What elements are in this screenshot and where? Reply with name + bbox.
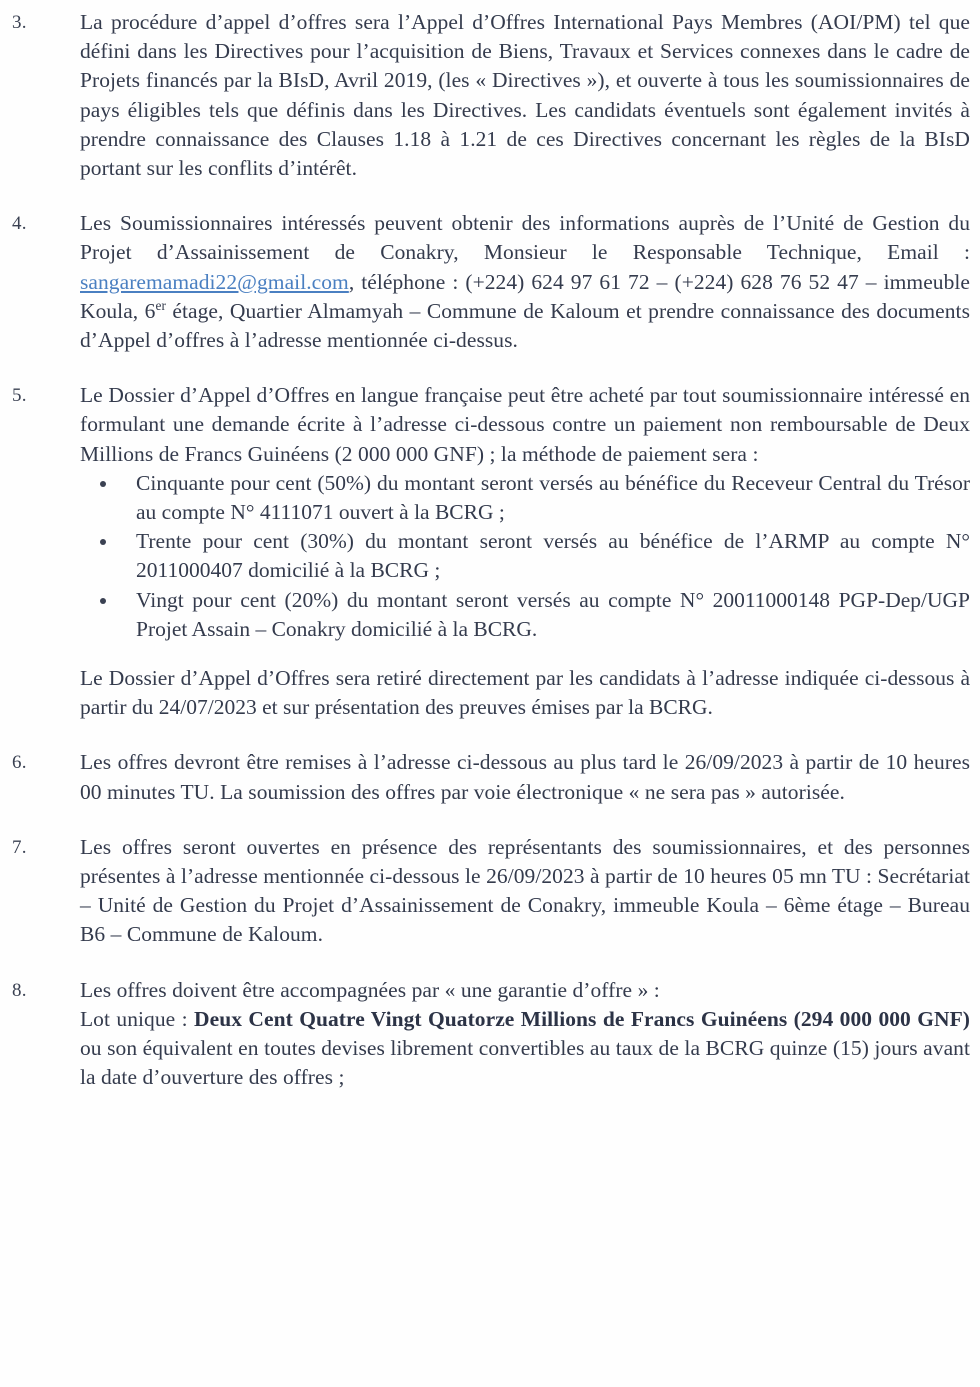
clause-8-number: 8.	[12, 979, 27, 1001]
clause-6-number: 6.	[12, 752, 27, 774]
clause-5-continuation: Le Dossier d’Appel d’Offres sera retiré directement par les candidats à l’adresse indiquée ci-dessous à partir du 24/07/2023 et sur présentation des preuves émises par la BCRG.	[80, 666, 970, 720]
list-item-text: Vingt pour cent (20%) du montant seront versés au compte N° 20011000148 PGP-Dep/UGP Projet Assain – Conakry domicilié à la BCRG.	[136, 587, 970, 641]
clause-4-text-after-email-2: étage, Quartier Almamyah – Commune de Kaloum et prendre connaissance des documents d’Appel d’offres à l’adresse mentionnée ci-dessus.	[80, 298, 970, 353]
clause-5-text: Le Dossier d’Appel d’Offres en langue française peut être acheté par tout soumissionnaire intéressé en formulant une demande écrite à l’adresse ci-dessous contre un paiement non remboursable de Deux Millions de Francs Guinéens (2 000 000 GNF) ; la méthode de paiement sera :	[80, 383, 970, 466]
clause-4-number: 4.	[12, 213, 27, 235]
clause-4	[0, 209, 980, 355]
bullet-dot-icon	[100, 481, 106, 487]
clause-5-payment-list	[80, 469, 970, 644]
list-item	[80, 586, 970, 644]
ordinal-suffix: er	[155, 297, 166, 313]
bullet-dot-icon	[100, 539, 106, 545]
clause-4-text-before-email: Les Soumissionnaires intéressés peuvent obtenir des informations auprès de l’Unité de Gestion du Projet d’Assainissement de Conakry, Monsieur le Responsable Technique, Email :	[80, 211, 970, 265]
bullet-dot-icon	[100, 598, 106, 604]
list-item-text: Cinquante pour cent (50%) du montant seront versés au bénéfice du Receveur Central du Trésor au compte N° 4111071 ouvert à la BCRG ;	[136, 470, 970, 525]
clause-7	[0, 833, 980, 950]
spacer	[0, 355, 980, 381]
spacer	[0, 807, 980, 833]
clause-3-number: 3.	[12, 12, 27, 33]
clause-8-line-2	[80, 1005, 970, 1093]
spacer	[80, 644, 970, 664]
clause-8-lot-prefix: Lot unique :	[80, 1006, 195, 1031]
clause-7-text: Les offres seront ouvertes en présence des représentants des soumissionnaires, et des personnes présentes à l’adresse mentionnée ci-dessous le 26/09/2023 à partir de 10 heures 05 mn TU : Secrétariat – Unité de Gestion du Projet d’Assainissement de Conakry, immeuble Koula – 6ème étage – Bureau B6 – Commune de Kaloum.	[80, 834, 970, 947]
clause-8	[0, 976, 980, 1093]
guarantee-amount: Deux Cent Quatre Vingt Quatorze Millions de Francs Guinéens (294 000 000 GNF)	[194, 1006, 970, 1031]
contact-email-link[interactable]: sangaremamadi22@gmail.com	[80, 269, 349, 294]
clause-5	[0, 381, 980, 722]
spacer	[0, 183, 980, 209]
clause-4-text	[80, 209, 970, 355]
clause-5-number: 5.	[12, 385, 27, 407]
clause-3	[0, 8, 980, 183]
spacer	[0, 950, 980, 976]
clause-6	[0, 748, 980, 806]
list-item	[80, 527, 970, 585]
clause-4-text-after-email-1: , téléphone : (+224) 624 97 61 72 – (+224) 628 76 52 47 – immeuble Koula, 6	[80, 269, 970, 323]
clause-3-text: La procédure d’appel d’offres sera l’Appel d’Offres International Pays Membres (AOI/PM) tel que défini dans les Directives pour l’acquisition de Biens, Travaux et Services connexes dans le cadre de Projets financés par la BIsD, Avril 2019, (les « Directives »), et ouverte à tous les soumissionnaires de pays éligibles tels que définis dans les Directives. Les candidats éventuels sont également invités à prendre connaissance des Clauses 1.18 à 1.21 de ces Directives concernant les règles de la BIsD portant sur les conflits d’intérêt.	[80, 10, 970, 181]
clause-8-line-1: Les offres doivent être accompagnées par « une garantie d’offre » :	[80, 977, 660, 1002]
clause-7-number: 7.	[12, 836, 27, 858]
clause-6-text: Les offres devront être remises à l’adresse ci-dessous au plus tard le 26/09/2023 à partir de 10 heures 00 minutes TU. La soumission des offres par voie électronique « ne sera pas » autorisée.	[80, 750, 970, 804]
list-item	[80, 469, 970, 527]
clause-8-lot-suffix: ou son équivalent en toutes devises librement convertibles au taux de la BCRG quinze (15) jours avant la date d’ouverture des offres ;	[80, 1036, 970, 1090]
list-item-text: Trente pour cent (30%) du montant seront versés au bénéfice de l’ARMP au compte N° 2011000407 domicilié à la BCRG ;	[136, 529, 970, 583]
spacer	[0, 722, 980, 748]
